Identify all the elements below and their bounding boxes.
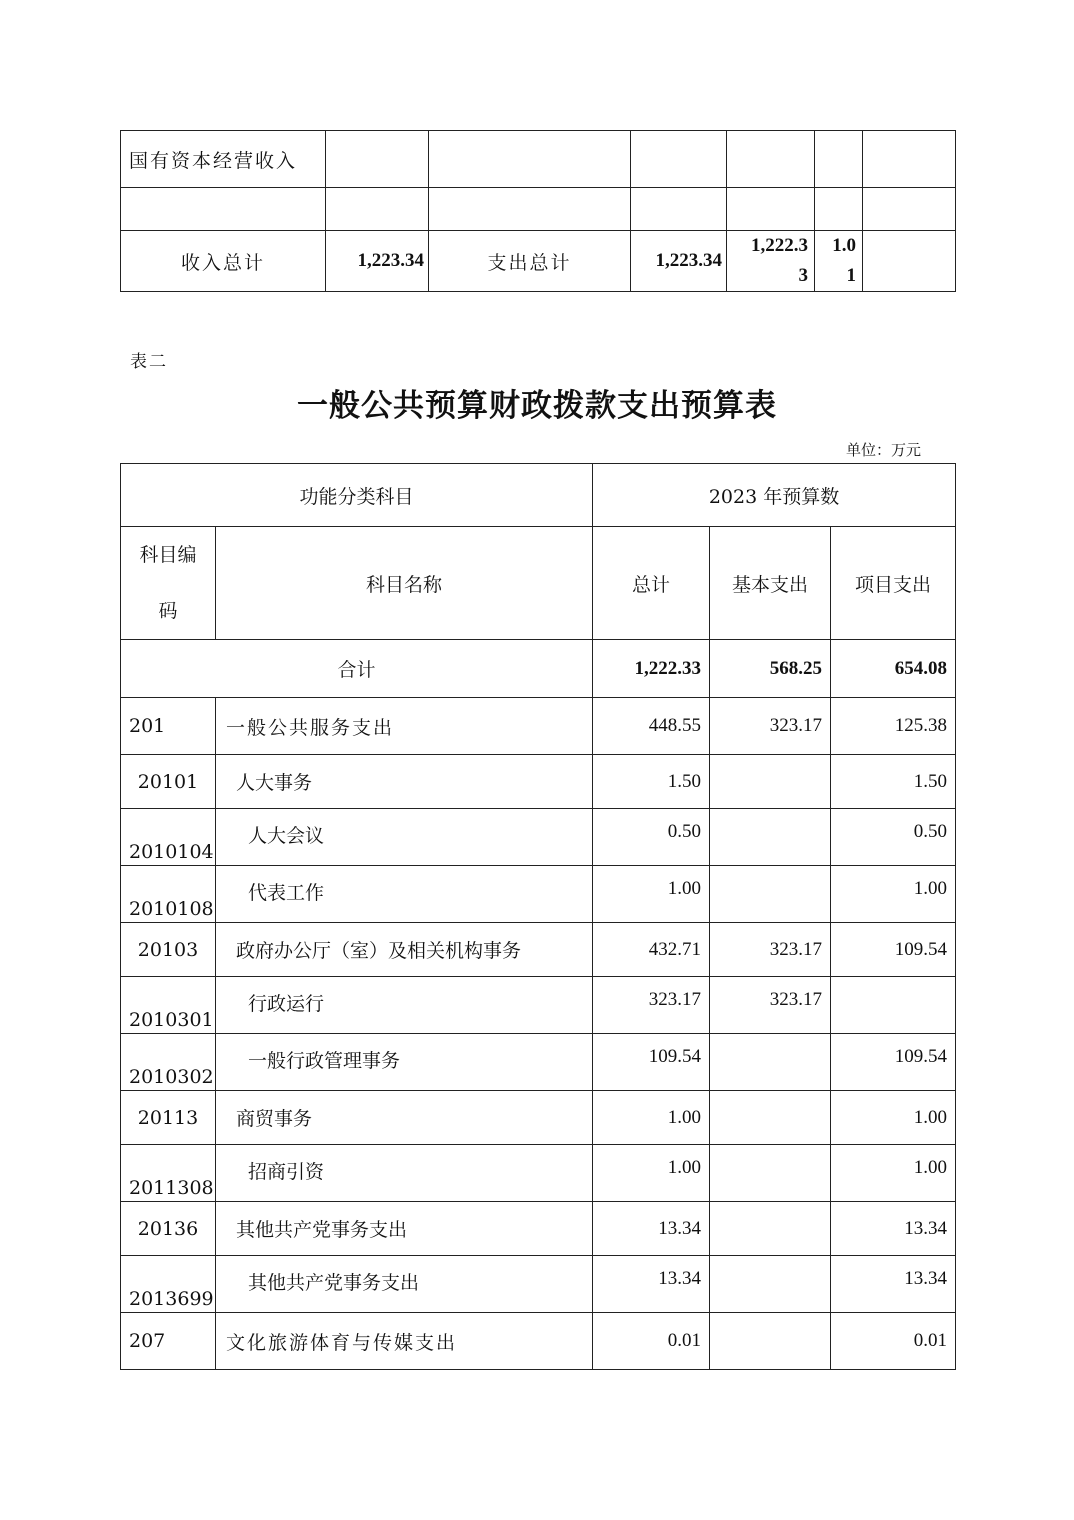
project-value: 1.00	[831, 1145, 956, 1202]
basic-value: 323.17	[710, 923, 831, 977]
grand-total-project: 654.08	[831, 640, 956, 698]
table-row	[121, 1202, 956, 1256]
project-value: 1.00	[831, 1091, 956, 1145]
project-value: 13.34	[831, 1202, 956, 1256]
total-row	[121, 231, 956, 292]
subject-code: 201	[121, 698, 216, 755]
grand-total-basic: 568.25	[710, 640, 831, 698]
subject-name: 代表工作	[216, 866, 593, 923]
total-value: 0.50	[593, 809, 710, 866]
project-header: 项目支出	[831, 527, 956, 640]
total-expense-label: 支出总计	[429, 231, 631, 292]
subject-name: 一般公共服务支出	[216, 698, 593, 755]
subject-name: 其他共产党事务支出	[216, 1256, 593, 1313]
total-value: 432.71	[593, 923, 710, 977]
basic-value	[710, 1034, 831, 1091]
project-value: 1.00	[831, 866, 956, 923]
table-row	[121, 866, 956, 923]
table-row	[121, 1091, 956, 1145]
grand-total-label: 合计	[121, 640, 593, 698]
subject-code: 207	[121, 1313, 216, 1370]
table-row	[121, 923, 956, 977]
total-value: 1.00	[593, 1145, 710, 1202]
subject-name: 政府办公厅（室）及相关机构事务	[216, 923, 593, 977]
project-value: 125.38	[831, 698, 956, 755]
basic-value	[710, 1145, 831, 1202]
total-value: 1.00	[593, 1091, 710, 1145]
budget-year-header: 2023 年预算数	[593, 464, 956, 527]
table-label: 表二	[130, 352, 168, 372]
subject-code: 2013699	[121, 1256, 216, 1313]
name-header: 科目名称	[216, 527, 593, 640]
basic-header: 基本支出	[710, 527, 831, 640]
total-value: 109.54	[593, 1034, 710, 1091]
total-header: 总计	[593, 527, 710, 640]
project-value: 13.34	[831, 1256, 956, 1313]
total-col-b	[815, 231, 863, 292]
total-value: 13.34	[593, 1256, 710, 1313]
subject-code: 2010108	[121, 866, 216, 923]
subject-name: 行政运行	[216, 977, 593, 1034]
basic-value	[710, 755, 831, 809]
total-value: 1.00	[593, 866, 710, 923]
total-col-a-line1: 1,222.3	[751, 235, 808, 256]
func-category-header: 功能分类科目	[121, 464, 593, 527]
summary-table	[120, 130, 956, 292]
table-row	[121, 1034, 956, 1091]
total-col-b-line1: 1.0	[832, 235, 856, 256]
project-value: 1.50	[831, 755, 956, 809]
total-value: 323.17	[593, 977, 710, 1034]
total-value: 0.01	[593, 1313, 710, 1370]
table-row	[121, 1145, 956, 1202]
subject-name: 招商引资	[216, 1145, 593, 1202]
grand-total-row	[121, 640, 956, 698]
code-header-line1: 科目编	[139, 544, 197, 566]
total-col-a	[727, 231, 815, 292]
total-value: 1.50	[593, 755, 710, 809]
header-row	[121, 527, 956, 640]
basic-value	[710, 1091, 831, 1145]
basic-value: 323.17	[710, 977, 831, 1034]
subject-code: 20103	[121, 923, 216, 977]
table-row	[121, 698, 956, 755]
table-row	[121, 977, 956, 1034]
table-row	[121, 1313, 956, 1370]
total-value: 448.55	[593, 698, 710, 755]
table-row	[121, 131, 956, 188]
subject-code: 20101	[121, 755, 216, 809]
code-header-line2: 码	[158, 600, 178, 622]
subject-code: 20136	[121, 1202, 216, 1256]
subject-code: 2010104	[121, 809, 216, 866]
code-header	[121, 527, 216, 640]
basic-value	[710, 1202, 831, 1256]
basic-value	[710, 1256, 831, 1313]
project-value: 0.01	[831, 1313, 956, 1370]
table-row	[121, 188, 956, 231]
project-value: 109.54	[831, 1034, 956, 1091]
budget-table	[120, 463, 956, 1370]
total-income-value: 1,223.34	[326, 231, 429, 292]
grand-total-total: 1,222.33	[593, 640, 710, 698]
basic-value	[710, 809, 831, 866]
total-income-label: 收入总计	[121, 231, 326, 292]
basic-value	[710, 1313, 831, 1370]
subject-code: 20113	[121, 1091, 216, 1145]
total-expense-value: 1,223.34	[631, 231, 727, 292]
table-row	[121, 1256, 956, 1313]
project-value: 109.54	[831, 923, 956, 977]
unit-label: 单位：万元	[845, 441, 921, 459]
table-row	[121, 809, 956, 866]
subject-code: 2010302	[121, 1034, 216, 1091]
header-row	[121, 464, 956, 527]
total-value: 13.34	[593, 1202, 710, 1256]
project-value: 0.50	[831, 809, 956, 866]
subject-code: 2010301	[121, 977, 216, 1034]
subject-name: 其他共产党事务支出	[216, 1202, 593, 1256]
subject-name: 商贸事务	[216, 1091, 593, 1145]
subject-code: 2011308	[121, 1145, 216, 1202]
total-col-a-line2: 3	[798, 265, 808, 286]
subject-name: 一般行政管理事务	[216, 1034, 593, 1091]
total-col-b-line2: 1	[846, 265, 856, 286]
table-row	[121, 755, 956, 809]
basic-value	[710, 866, 831, 923]
page-title: 一般公共预算财政拨款支出预算表	[297, 388, 777, 424]
subject-name: 人大事务	[216, 755, 593, 809]
state-capital-income-label: 国有资本经营收入	[121, 131, 326, 188]
basic-value: 323.17	[710, 698, 831, 755]
project-value	[831, 977, 956, 1034]
subject-name: 文化旅游体育与传媒支出	[216, 1313, 593, 1370]
subject-name: 人大会议	[216, 809, 593, 866]
